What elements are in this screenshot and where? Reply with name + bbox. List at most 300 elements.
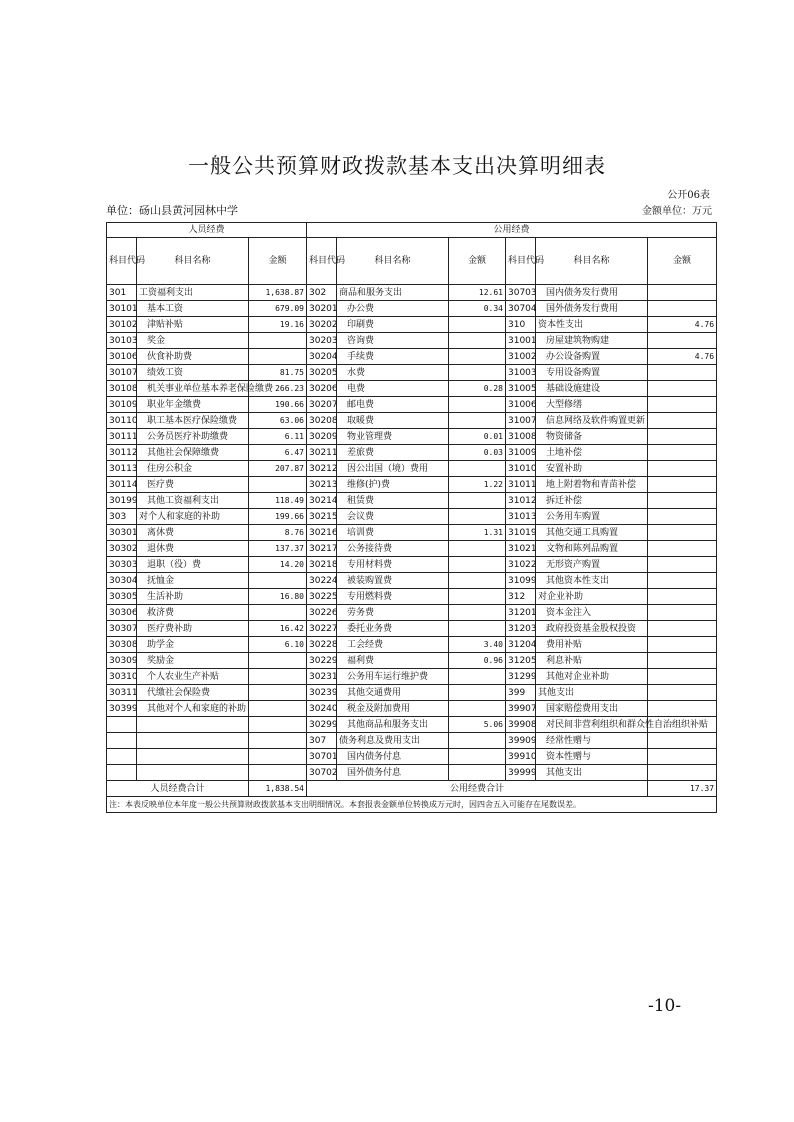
code-cell: 30304 [107, 573, 137, 589]
code-cell: 30206 [307, 381, 337, 397]
name-cell: 奖金 [137, 333, 249, 349]
amount-cell [249, 765, 307, 781]
name-cell: 印刷费 [337, 317, 449, 333]
code-cell: 310 [506, 317, 536, 333]
amount-cell [249, 573, 307, 589]
table-note: 注：本表反映单位本年度一般公共预算财政拨款基本支出明细情况。本套报表金额单位转换成万元时，因四舍五入可能存在尾数误差。 [107, 797, 717, 813]
table-row [107, 573, 717, 589]
amount-cell [449, 733, 506, 749]
amount-cell [648, 381, 717, 397]
amount-cell [648, 445, 717, 461]
name-cell: 工会经费 [337, 637, 449, 653]
name-cell: 劳务费 [337, 605, 449, 621]
code-cell: 30305 [107, 589, 137, 605]
amount-cell: 4.76 [648, 349, 717, 365]
amount-cell [648, 301, 717, 317]
amount-cell [249, 733, 307, 749]
amount-cell: 1.31 [449, 525, 506, 541]
code-cell: 30211 [307, 445, 337, 461]
name-cell: 邮电费 [337, 397, 449, 413]
name-cell: 电费 [337, 381, 449, 397]
code-cell: 312 [506, 589, 536, 605]
code-cell: 30704 [506, 301, 536, 317]
code-cell: 30107 [107, 365, 137, 381]
name-cell: 房屋建筑物购建 [536, 333, 648, 349]
public-group-header: 公用经费 [307, 223, 717, 238]
table-row [107, 717, 717, 733]
code-cell: 399 [506, 685, 536, 701]
amount-unit: 金额单位：万元 [642, 206, 712, 217]
amount-cell [648, 461, 717, 477]
code-cell: 30301 [107, 525, 137, 541]
code-cell: 30108 [107, 381, 137, 397]
amount-cell: 0.34 [449, 301, 506, 317]
amount-cell: 1,638.87 [249, 285, 307, 301]
amount-cell: 8.76 [249, 525, 307, 541]
code-cell: 30207 [307, 397, 337, 413]
name-cell: 大型修缮 [536, 397, 648, 413]
amount-cell [449, 557, 506, 573]
name-cell: 专用燃料费 [337, 589, 449, 605]
name-cell: 培训费 [337, 525, 449, 541]
name-cell: 税金及附加费用 [337, 701, 449, 717]
code-cell: 30204 [307, 349, 337, 365]
code-cell: 31204 [506, 637, 536, 653]
code-header: 科目代码 [307, 238, 337, 285]
personnel-total-label: 人员经费合计 [107, 781, 249, 797]
amount-cell: 0.01 [449, 429, 506, 445]
name-cell: 办公设备购置 [536, 349, 648, 365]
amount-cell: 0.96 [449, 653, 506, 669]
name-cell: 公务员医疗补助缴费 [137, 429, 249, 445]
code-cell: 39907 [506, 701, 536, 717]
name-cell: 住房公积金 [137, 461, 249, 477]
name-cell: 其他支出 [536, 765, 648, 781]
amount-cell [449, 317, 506, 333]
table-row [107, 461, 717, 477]
amount-cell [249, 669, 307, 685]
table-row [107, 445, 717, 461]
name-cell: 津贴补贴 [137, 317, 249, 333]
table-row [107, 653, 717, 669]
name-header: 科目名称 [137, 238, 249, 285]
table-row [107, 669, 717, 685]
name-cell: 其他社会保障缴费 [137, 445, 249, 461]
code-cell: 30216 [307, 525, 337, 541]
code-cell [107, 733, 137, 749]
page-number: -10- [648, 996, 682, 1016]
amount-cell: 16.80 [249, 589, 307, 605]
amount-cell [648, 333, 717, 349]
amount-cell: 1.22 [449, 477, 506, 493]
table-row [107, 637, 717, 653]
amount-cell: 118.49 [249, 493, 307, 509]
name-cell: 资本性支出 [536, 317, 648, 333]
code-cell: 30208 [307, 413, 337, 429]
name-cell: 个人农业生产补贴 [137, 669, 249, 685]
public-total-value: 17.37 [648, 781, 717, 797]
code-header: 科目代码 [107, 238, 137, 285]
name-cell: 伙食补助费 [137, 349, 249, 365]
code-cell: 30102 [107, 317, 137, 333]
code-cell: 30227 [307, 621, 337, 637]
amount-cell [648, 285, 717, 301]
code-cell: 30209 [307, 429, 337, 445]
amount-cell [249, 605, 307, 621]
name-cell: 利息补贴 [536, 653, 648, 669]
code-cell: 30701 [307, 749, 337, 765]
amount-cell [648, 413, 717, 429]
amount-cell [648, 653, 717, 669]
amount-cell: 190.66 [249, 397, 307, 413]
amount-cell [249, 333, 307, 349]
code-cell: 302 [307, 285, 337, 301]
amount-cell: 63.06 [249, 413, 307, 429]
amount-cell [648, 397, 717, 413]
code-cell: 30202 [307, 317, 337, 333]
amount-cell [648, 701, 717, 717]
amount-cell [648, 429, 717, 445]
name-cell: 拆迁补偿 [536, 493, 648, 509]
code-cell: 30229 [307, 653, 337, 669]
table-row [107, 749, 717, 765]
name-cell: 物资储备 [536, 429, 648, 445]
name-cell [137, 733, 249, 749]
amount-cell [648, 637, 717, 653]
code-cell: 30399 [107, 701, 137, 717]
amount-cell [648, 477, 717, 493]
code-cell: 31007 [506, 413, 536, 429]
name-cell [137, 717, 249, 733]
amount-cell [449, 509, 506, 525]
name-cell: 工资福利支出 [137, 285, 249, 301]
name-cell: 国外债务付息 [337, 765, 449, 781]
name-cell: 其他支出 [536, 685, 648, 701]
code-cell: 307 [307, 733, 337, 749]
code-cell: 31008 [506, 429, 536, 445]
code-cell: 30239 [307, 685, 337, 701]
name-cell: 公务接待费 [337, 541, 449, 557]
amount-cell [249, 349, 307, 365]
amount-cell [648, 365, 717, 381]
table-row [107, 477, 717, 493]
code-cell: 31012 [506, 493, 536, 509]
name-cell: 职工基本医疗保险缴费 [137, 413, 249, 429]
name-cell: 奖励金 [137, 653, 249, 669]
name-cell: 无形资产购置 [536, 557, 648, 573]
amount-cell: 3.40 [449, 637, 506, 653]
amount-cell [449, 765, 506, 781]
amount-cell: 0.28 [449, 381, 506, 397]
name-cell: 因公出国（境）费用 [337, 461, 449, 477]
code-cell: 30702 [307, 765, 337, 781]
name-cell: 国外债务发行费用 [536, 301, 648, 317]
totals-row [107, 781, 717, 797]
amount-cell [648, 605, 717, 621]
amount-cell [449, 493, 506, 509]
name-cell [137, 749, 249, 765]
table-row [107, 605, 717, 621]
name-cell: 物业管理费 [337, 429, 449, 445]
code-cell: 30311 [107, 685, 137, 701]
amount-cell [449, 333, 506, 349]
amount-cell: 6.10 [249, 637, 307, 653]
amount-cell [449, 621, 506, 637]
name-cell: 水费 [337, 365, 449, 381]
name-cell: 其他对个人和家庭的补助 [137, 701, 249, 717]
table-row [107, 365, 717, 381]
name-cell: 助学金 [137, 637, 249, 653]
table-row [107, 429, 717, 445]
amount-cell [648, 525, 717, 541]
amount-cell: 19.16 [249, 317, 307, 333]
name-cell: 福利费 [337, 653, 449, 669]
name-cell: 文物和陈列品购置 [536, 541, 648, 557]
code-cell: 30306 [107, 605, 137, 621]
name-cell: 费用补贴 [536, 637, 648, 653]
code-cell: 31021 [506, 541, 536, 557]
code-cell: 30226 [307, 605, 337, 621]
amount-cell: 266.23 [249, 381, 307, 397]
code-cell: 31011 [506, 477, 536, 493]
name-cell: 被装购置费 [337, 573, 449, 589]
name-cell: 退休费 [137, 541, 249, 557]
code-cell: 30201 [307, 301, 337, 317]
amount-cell [648, 573, 717, 589]
amount-cell [449, 413, 506, 429]
amount-cell [449, 669, 506, 685]
name-cell: 救济费 [137, 605, 249, 621]
name-cell: 生活补助 [137, 589, 249, 605]
amount-cell [648, 493, 717, 509]
name-cell: 对民间非营利组织和群众性自治组织补贴 [536, 717, 648, 733]
code-cell: 39999 [506, 765, 536, 781]
code-cell: 30218 [307, 557, 337, 573]
table-row [107, 589, 717, 605]
amount-cell [449, 365, 506, 381]
code-cell [107, 717, 137, 733]
code-cell: 30307 [107, 621, 137, 637]
code-cell: 30240 [307, 701, 337, 717]
code-cell: 30215 [307, 509, 337, 525]
name-cell: 资本金注入 [536, 605, 648, 621]
name-cell: 离休费 [137, 525, 249, 541]
name-cell: 绩效工资 [137, 365, 249, 381]
code-cell: 30109 [107, 397, 137, 413]
code-cell: 30103 [107, 333, 137, 349]
amount-cell [449, 349, 506, 365]
amount-cell: 199.66 [249, 509, 307, 525]
amount-cell [648, 749, 717, 765]
code-cell: 31006 [506, 397, 536, 413]
table-row [107, 509, 717, 525]
name-cell: 经常性赠与 [536, 733, 648, 749]
code-cell: 30203 [307, 333, 337, 349]
amount-cell: 5.06 [449, 717, 506, 733]
name-cell: 资本性赠与 [536, 749, 648, 765]
amount-cell [449, 749, 506, 765]
table-row [107, 413, 717, 429]
code-cell: 31001 [506, 333, 536, 349]
code-cell: 31022 [506, 557, 536, 573]
amount-cell [648, 557, 717, 573]
name-cell: 职业年金缴费 [137, 397, 249, 413]
amount-cell: 12.61 [449, 285, 506, 301]
code-cell: 30308 [107, 637, 137, 653]
code-cell: 30224 [307, 573, 337, 589]
name-cell: 其他工资福利支出 [137, 493, 249, 509]
amount-cell [249, 701, 307, 717]
code-cell: 31019 [506, 525, 536, 541]
name-cell: 医疗费 [137, 477, 249, 493]
name-cell: 基本工资 [137, 301, 249, 317]
amount-cell: 0.03 [449, 445, 506, 461]
amount-cell [648, 765, 717, 781]
amount-header: 金额 [648, 238, 717, 285]
code-cell: 30309 [107, 653, 137, 669]
name-cell: 咨询费 [337, 333, 449, 349]
name-cell: 会议费 [337, 509, 449, 525]
code-cell: 30101 [107, 301, 137, 317]
code-cell: 31002 [506, 349, 536, 365]
name-cell: 土地补偿 [536, 445, 648, 461]
amount-cell: 207.87 [249, 461, 307, 477]
code-cell: 301 [107, 285, 137, 301]
table-row [107, 381, 717, 397]
code-cell: 30214 [307, 493, 337, 509]
code-cell: 39909 [506, 733, 536, 749]
name-header: 科目名称 [536, 238, 648, 285]
amount-cell [648, 685, 717, 701]
amount-cell: 14.20 [249, 557, 307, 573]
amount-cell [449, 461, 506, 477]
expenditure-table [106, 222, 717, 813]
table-row [107, 333, 717, 349]
name-cell: 其他交通工具购置 [536, 525, 648, 541]
personnel-group-header: 人员经费 [107, 223, 307, 238]
code-cell: 31205 [506, 653, 536, 669]
amount-cell: 16.42 [249, 621, 307, 637]
amount-cell: 137.37 [249, 541, 307, 557]
name-cell: 专用设备购置 [536, 365, 648, 381]
code-cell: 30310 [107, 669, 137, 685]
name-cell: 国家赔偿费用支出 [536, 701, 648, 717]
table-row [107, 317, 717, 333]
code-cell: 30231 [307, 669, 337, 685]
code-cell: 30106 [107, 349, 137, 365]
name-cell: 机关事业单位基本养老保险缴费 [137, 381, 249, 397]
amount-cell [648, 541, 717, 557]
name-cell: 信息网络及软件购置更新 [536, 413, 648, 429]
code-cell: 30228 [307, 637, 337, 653]
name-cell: 租赁费 [337, 493, 449, 509]
name-cell: 退职（役）费 [137, 557, 249, 573]
amount-cell: 6.11 [249, 429, 307, 445]
code-cell [107, 765, 137, 781]
organization-unit: 单位：砀山县黄河园林中学 [106, 204, 238, 217]
form-number: 公开06表 [667, 190, 710, 201]
code-cell: 31099 [506, 573, 536, 589]
name-cell: 其他对企业补助 [536, 669, 648, 685]
table-row [107, 301, 717, 317]
name-cell: 委托业务费 [337, 621, 449, 637]
code-cell: 30199 [107, 493, 137, 509]
code-cell: 30114 [107, 477, 137, 493]
amount-cell [648, 669, 717, 685]
code-cell: 39910 [506, 749, 536, 765]
name-cell: 国内债务发行费用 [536, 285, 648, 301]
name-cell: 其他资本性支出 [536, 573, 648, 589]
name-cell: 债务利息及费用支出 [337, 733, 449, 749]
code-cell: 30113 [107, 461, 137, 477]
table-row [107, 765, 717, 781]
code-cell: 31005 [506, 381, 536, 397]
code-cell: 30112 [107, 445, 137, 461]
code-cell: 30302 [107, 541, 137, 557]
name-cell: 办公费 [337, 301, 449, 317]
code-cell: 30299 [307, 717, 337, 733]
code-cell: 30303 [107, 557, 137, 573]
code-cell: 30212 [307, 461, 337, 477]
amount-cell [648, 621, 717, 637]
personnel-total-value: 1,838.54 [249, 781, 307, 797]
code-cell: 30703 [506, 285, 536, 301]
name-cell: 差旅费 [337, 445, 449, 461]
code-cell: 31003 [506, 365, 536, 381]
amount-cell [449, 589, 506, 605]
name-cell: 抚恤金 [137, 573, 249, 589]
public-total-label: 公用经费合计 [307, 781, 648, 797]
table-row [107, 541, 717, 557]
code-cell: 31009 [506, 445, 536, 461]
amount-cell [249, 653, 307, 669]
name-cell: 维修(护)费 [337, 477, 449, 493]
code-cell: 30205 [307, 365, 337, 381]
table-row [107, 349, 717, 365]
name-cell: 其他商品和服务支出 [337, 717, 449, 733]
amount-header: 金额 [249, 238, 307, 285]
name-cell: 对个人和家庭的补助 [137, 509, 249, 525]
code-cell: 31013 [506, 509, 536, 525]
name-header: 科目名称 [337, 238, 449, 285]
table-row [107, 557, 717, 573]
report-title: 一般公共预算财政拨款基本支出决算明细表 [188, 154, 606, 178]
name-cell: 取暖费 [337, 413, 449, 429]
name-cell: 商品和服务支出 [337, 285, 449, 301]
code-cell: 31299 [506, 669, 536, 685]
code-cell: 31010 [506, 461, 536, 477]
table-row [107, 285, 717, 301]
name-cell: 基础设施建设 [536, 381, 648, 397]
name-cell: 对企业补助 [536, 589, 648, 605]
amount-cell: 6.47 [249, 445, 307, 461]
name-cell: 国内债务付息 [337, 749, 449, 765]
amount-cell: 679.09 [249, 301, 307, 317]
code-cell: 31203 [506, 621, 536, 637]
code-cell: 39908 [506, 717, 536, 733]
code-cell [107, 749, 137, 765]
amount-cell [648, 733, 717, 749]
amount-cell [648, 589, 717, 605]
table-row [107, 493, 717, 509]
amount-cell [449, 573, 506, 589]
amount-cell [249, 477, 307, 493]
name-cell: 地上附着物和青苗补偿 [536, 477, 648, 493]
name-cell [137, 765, 249, 781]
code-cell: 30225 [307, 589, 337, 605]
name-cell: 手续费 [337, 349, 449, 365]
name-cell: 代缴社会保险费 [137, 685, 249, 701]
